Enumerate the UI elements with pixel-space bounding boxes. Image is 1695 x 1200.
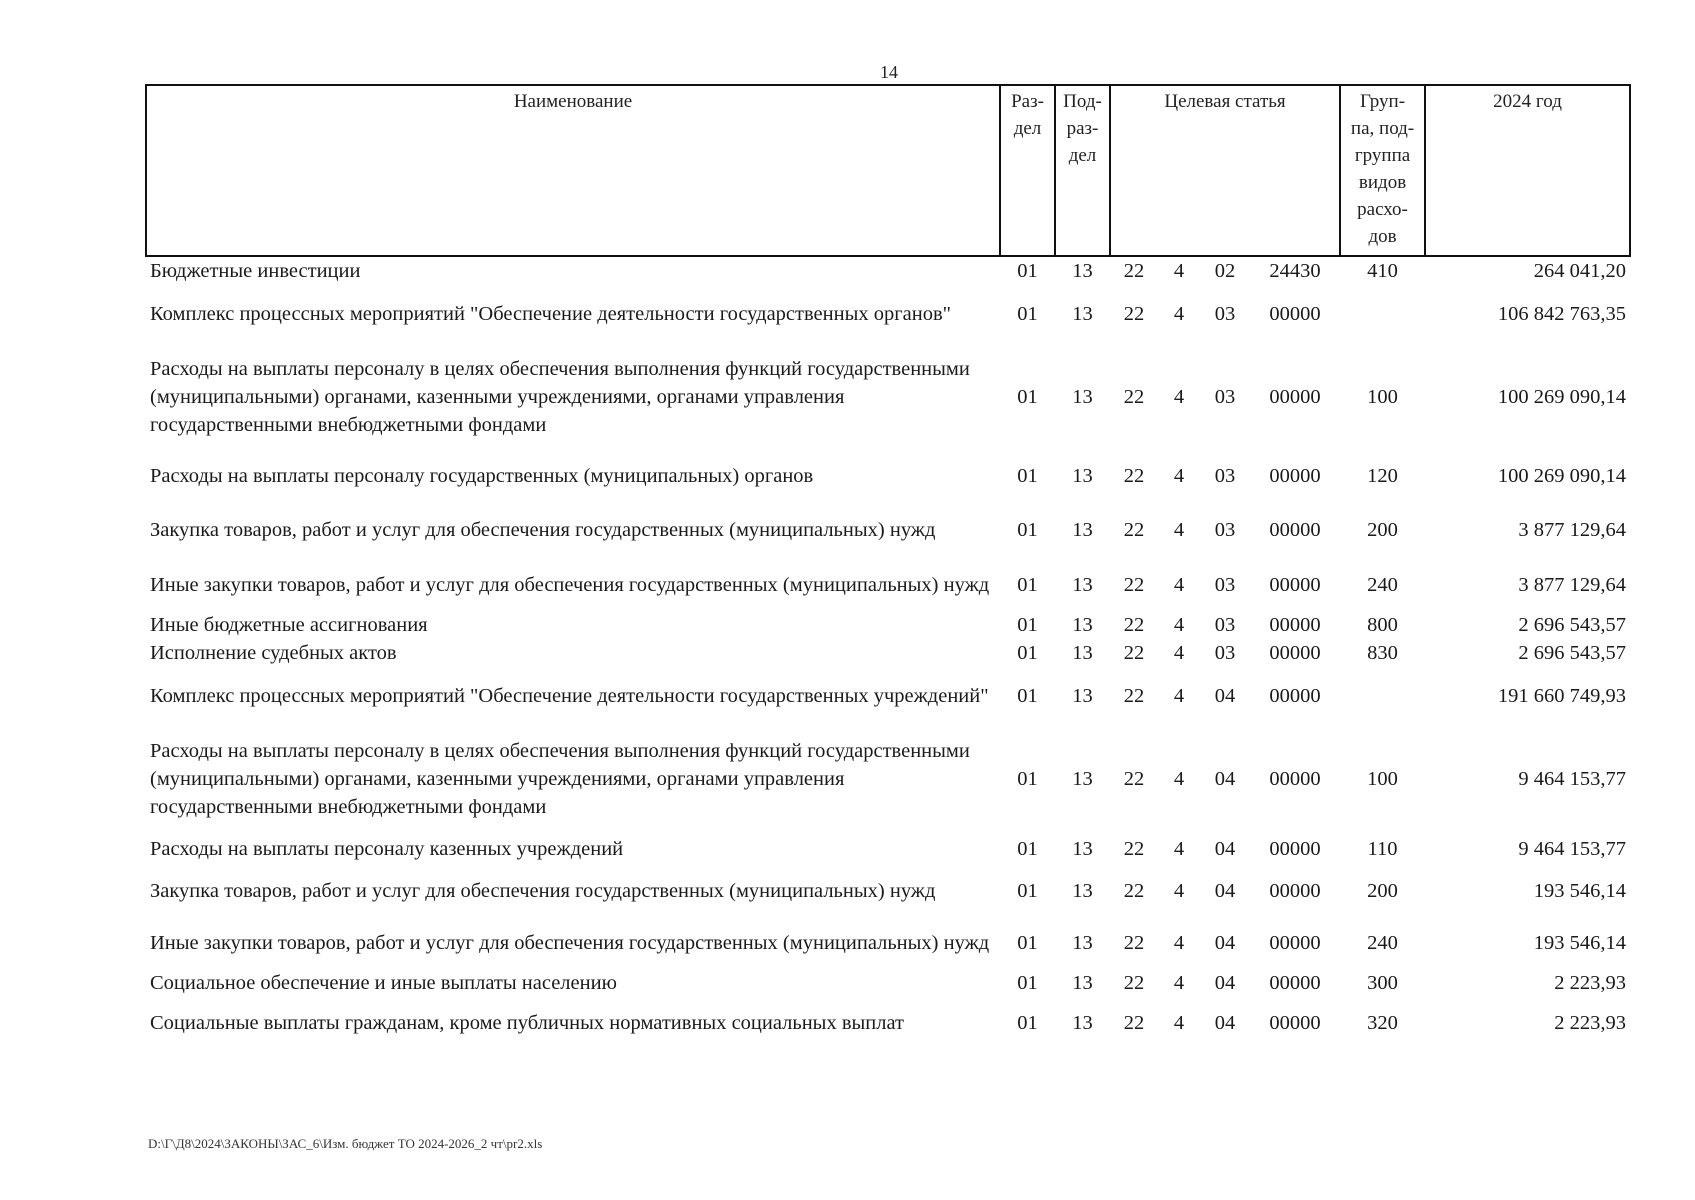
row-target-type: 4	[1173, 465, 1185, 487]
table-row	[146, 865, 1630, 917]
row-target-direction: 00000	[1269, 1012, 1321, 1034]
row-amount: 264 041,20	[1533, 260, 1627, 282]
row-expense-group: 200	[1367, 519, 1398, 541]
row-name: Комплекс процессных мероприятий "Обеспечение деятельности государственных органов"	[150, 303, 952, 325]
row-razdel: 01	[1017, 932, 1038, 954]
row-amount: 2 223,93	[1554, 972, 1627, 994]
row-amount: 100 269 090,14	[1497, 465, 1627, 487]
row-expense-group: 300	[1367, 972, 1398, 994]
row-name: Закупка товаров, работ и услуг для обеспечения государственных (муниципальных) нужд	[150, 880, 936, 902]
row-podrazdel: 13	[1072, 614, 1093, 636]
row-amount: 3 877 129,64	[1518, 574, 1627, 596]
row-target-program: 22	[1123, 768, 1145, 790]
row-target-type: 4	[1173, 614, 1185, 636]
row-target-type: 4	[1173, 519, 1185, 541]
table-row	[146, 611, 1630, 639]
row-target-type: 4	[1173, 880, 1185, 902]
row-target-type: 4	[1173, 642, 1185, 664]
row-target-direction: 24430	[1269, 260, 1321, 282]
row-amount: 193 546,14	[1533, 932, 1627, 954]
table-row	[146, 501, 1630, 559]
row-target-complex: 03	[1214, 465, 1236, 487]
file-path-footer: D:\Г\Д8\2024\ЗАКОНЫ\ЗАС_6\Изм. бюджет ТО 2024-2026_2 чт\pr2.xls	[148, 1136, 543, 1151]
row-podrazdel: 13	[1072, 972, 1093, 994]
row-target-direction: 00000	[1269, 303, 1321, 325]
row-target-type: 4	[1173, 768, 1185, 790]
row-expense-group: 110	[1367, 838, 1398, 860]
row-target-program: 22	[1123, 838, 1145, 860]
row-target-complex: 03	[1214, 303, 1236, 325]
row-target-program: 22	[1123, 386, 1145, 408]
table-row	[146, 969, 1630, 997]
row-target-program: 22	[1123, 260, 1145, 282]
row-target-type: 4	[1173, 303, 1185, 325]
row-razdel: 01	[1017, 880, 1038, 902]
row-podrazdel: 13	[1072, 768, 1093, 790]
row-target-program: 22	[1123, 303, 1145, 325]
row-amount: 106 842 763,35	[1497, 303, 1627, 325]
table-row	[146, 639, 1630, 667]
table-row	[146, 256, 1630, 285]
table-row	[146, 917, 1630, 969]
row-name: Расходы на выплаты персоналу казенных учреждений	[150, 838, 624, 860]
row-amount: 193 546,14	[1533, 880, 1627, 902]
row-target-program: 22	[1123, 574, 1145, 596]
row-razdel: 01	[1017, 574, 1038, 596]
row-name: Комплекс процессных мероприятий "Обеспечение деятельности государственных учреждений"	[150, 685, 989, 707]
row-target-program: 22	[1123, 932, 1145, 954]
row-name: Исполнение судебных актов	[150, 642, 397, 664]
row-target-complex: 04	[1214, 1012, 1236, 1034]
row-razdel: 01	[1017, 386, 1038, 408]
table-row	[146, 285, 1630, 343]
row-target-direction: 00000	[1269, 519, 1321, 541]
header-expense-group: Груп- па, под- группа видов расхо- дов	[1340, 85, 1425, 256]
row-target-direction: 00000	[1269, 574, 1321, 596]
row-podrazdel: 13	[1072, 880, 1093, 902]
row-name: Закупка товаров, работ и услуг для обеспечения государственных (муниципальных) нужд	[150, 519, 936, 541]
row-expense-group: 200	[1367, 880, 1398, 902]
row-target-program: 22	[1123, 880, 1145, 902]
row-razdel: 01	[1017, 642, 1038, 664]
row-target-complex: 04	[1214, 768, 1236, 790]
row-target-direction: 00000	[1269, 880, 1321, 902]
row-target-type: 4	[1173, 932, 1185, 954]
row-podrazdel: 13	[1072, 685, 1093, 707]
row-target-direction: 00000	[1269, 465, 1321, 487]
row-expense-group	[1340, 285, 1425, 343]
row-podrazdel: 13	[1072, 303, 1093, 325]
row-target-direction: 00000	[1269, 386, 1321, 408]
row-expense-group	[1340, 667, 1425, 725]
row-podrazdel: 13	[1072, 838, 1093, 860]
row-podrazdel: 13	[1072, 386, 1093, 408]
row-expense-group: 320	[1367, 1012, 1398, 1034]
row-razdel: 01	[1017, 303, 1038, 325]
row-target-type: 4	[1173, 685, 1185, 707]
table-row	[146, 451, 1630, 501]
row-expense-group: 240	[1367, 574, 1398, 596]
row-amount: 9 464 153,77	[1518, 768, 1627, 790]
row-expense-group: 100	[1367, 768, 1398, 790]
row-target-type: 4	[1173, 1012, 1185, 1034]
row-razdel: 01	[1017, 465, 1038, 487]
row-target-type: 4	[1173, 574, 1185, 596]
row-razdel: 01	[1017, 260, 1038, 282]
row-amount: 9 464 153,77	[1518, 838, 1627, 860]
row-target-complex: 04	[1214, 685, 1236, 707]
row-target-type: 4	[1173, 386, 1185, 408]
table-row	[146, 997, 1630, 1049]
row-podrazdel: 13	[1072, 1012, 1093, 1034]
row-target-complex: 03	[1214, 519, 1236, 541]
row-podrazdel: 13	[1072, 519, 1093, 541]
row-expense-group: 830	[1367, 642, 1398, 664]
page-number: 14	[880, 62, 898, 82]
row-target-direction: 00000	[1269, 972, 1321, 994]
row-target-type: 4	[1173, 838, 1185, 860]
row-amount: 191 660 749,93	[1497, 685, 1627, 707]
row-amount: 2 696 543,57	[1518, 614, 1627, 636]
budget-table	[145, 84, 1631, 1049]
row-razdel: 01	[1017, 838, 1038, 860]
header-name: Наименование	[146, 85, 1000, 256]
row-name: Иные бюджетные ассигнования	[150, 614, 428, 636]
table-body	[146, 256, 1630, 1049]
row-name: Иные закупки товаров, работ и услуг для обеспечения государственных (муниципальных) нужд	[150, 574, 990, 596]
row-target-program: 22	[1123, 519, 1145, 541]
row-target-direction: 00000	[1269, 932, 1321, 954]
table-row	[146, 725, 1630, 833]
row-target-complex: 03	[1214, 614, 1236, 636]
table-row	[146, 343, 1630, 451]
row-expense-group: 410	[1367, 260, 1398, 282]
row-podrazdel: 13	[1072, 574, 1093, 596]
row-target-direction: 00000	[1269, 768, 1321, 790]
row-expense-group: 100	[1367, 386, 1398, 408]
table-row	[146, 833, 1630, 865]
row-amount: 100 269 090,14	[1497, 386, 1627, 408]
row-name: Иные закупки товаров, работ и услуг для обеспечения государственных (муниципальных) нужд	[150, 932, 990, 954]
row-name: Расходы на выплаты персоналу в целях обеспечения выполнения функций государственными (муниципальными) органами, казенными учреждениями, органами управления государственными внебюджетными фондами	[150, 358, 970, 436]
row-name: Социальные выплаты гражданам, кроме публичных нормативных социальных выплат	[150, 1012, 905, 1034]
row-razdel: 01	[1017, 1012, 1038, 1034]
row-razdel: 01	[1017, 519, 1038, 541]
row-name: Бюджетные инвестиции	[150, 260, 361, 282]
row-target-direction: 00000	[1269, 614, 1321, 636]
header-target-article: Целевая статья	[1110, 85, 1340, 256]
row-target-complex: 04	[1214, 838, 1236, 860]
row-razdel: 01	[1017, 614, 1038, 636]
row-target-program: 22	[1123, 1012, 1145, 1034]
row-name: Расходы на выплаты персоналу государственных (муниципальных) органов	[150, 465, 814, 487]
table-row	[146, 559, 1630, 611]
row-name: Расходы на выплаты персоналу в целях обеспечения выполнения функций государственными (муниципальными) органами, казенными учреждениями, органами управления государственными внебюджетными фондами	[150, 740, 970, 818]
row-target-complex: 04	[1214, 880, 1236, 902]
row-target-type: 4	[1173, 260, 1185, 282]
row-target-complex: 04	[1214, 932, 1236, 954]
row-podrazdel: 13	[1072, 260, 1093, 282]
header-podrazdel: Под- раз- дел	[1055, 85, 1110, 256]
row-razdel: 01	[1017, 685, 1038, 707]
row-target-program: 22	[1123, 465, 1145, 487]
row-podrazdel: 13	[1072, 932, 1093, 954]
row-expense-group: 120	[1367, 465, 1398, 487]
row-amount: 2 696 543,57	[1518, 642, 1627, 664]
row-target-type: 4	[1173, 972, 1185, 994]
table-row	[146, 667, 1630, 725]
row-target-complex: 03	[1214, 574, 1236, 596]
row-name: Социальное обеспечение и иные выплаты населению	[150, 972, 617, 994]
row-target-program: 22	[1123, 685, 1145, 707]
row-target-direction: 00000	[1269, 685, 1321, 707]
row-target-complex: 02	[1214, 260, 1236, 282]
row-target-complex: 04	[1214, 972, 1236, 994]
header-razdel: Раз- дел	[1000, 85, 1055, 256]
row-amount: 2 223,93	[1554, 1012, 1627, 1034]
row-razdel: 01	[1017, 972, 1038, 994]
header-year-2024: 2024 год	[1425, 85, 1630, 256]
row-expense-group: 240	[1367, 932, 1398, 954]
row-target-complex: 03	[1214, 386, 1236, 408]
row-target-complex: 03	[1214, 642, 1236, 664]
row-target-program: 22	[1123, 614, 1145, 636]
table-header	[146, 85, 1630, 256]
row-expense-group: 800	[1367, 614, 1398, 636]
row-target-program: 22	[1123, 642, 1145, 664]
row-razdel: 01	[1017, 768, 1038, 790]
row-podrazdel: 13	[1072, 642, 1093, 664]
row-podrazdel: 13	[1072, 465, 1093, 487]
row-amount: 3 877 129,64	[1518, 519, 1627, 541]
row-target-direction: 00000	[1269, 838, 1321, 860]
row-target-direction: 00000	[1269, 642, 1321, 664]
row-target-program: 22	[1123, 972, 1145, 994]
